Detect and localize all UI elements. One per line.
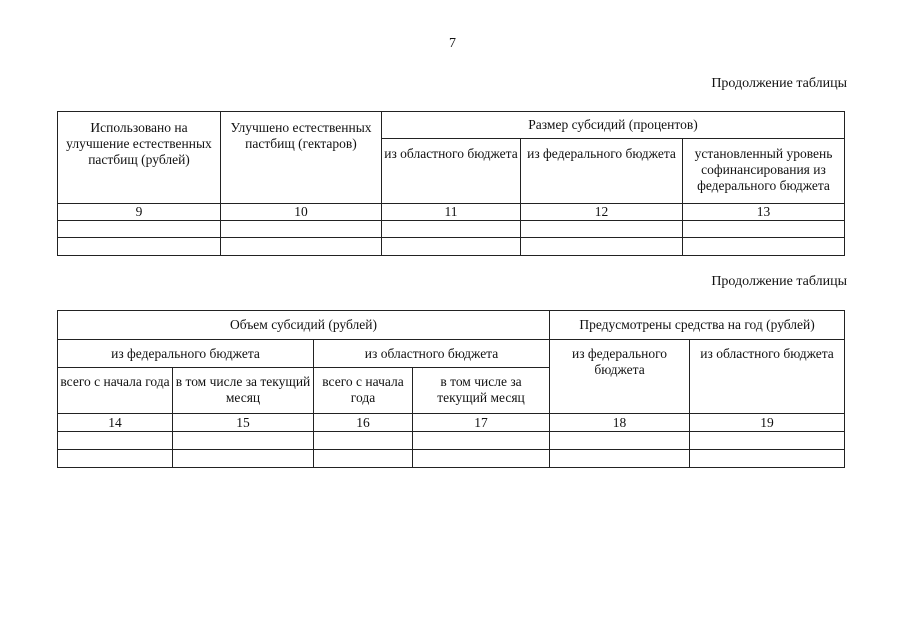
subsidy-volume-table — [57, 310, 845, 468]
table-row — [58, 238, 845, 256]
header-year-federal-budget: из федерального бюджета — [550, 340, 690, 414]
header-from-regional-budget: из областного бюджета — [314, 340, 550, 368]
header-total-since-year-start: всего с начала года — [58, 368, 173, 414]
table-continuation-label: Продолжение таблицы — [711, 76, 847, 91]
empty-cell — [550, 432, 690, 450]
empty-cell — [173, 432, 314, 450]
header-from-federal-budget: из федерального бюджета — [58, 340, 314, 368]
empty-cell — [413, 432, 550, 450]
empty-cell — [58, 450, 173, 468]
empty-cell — [683, 238, 845, 256]
column-number: 12 — [521, 204, 683, 221]
empty-cell — [173, 450, 314, 468]
header-year-regional-budget: из областного бюджета — [690, 340, 845, 414]
empty-cell — [382, 221, 521, 238]
empty-cell — [550, 450, 690, 468]
page-number: 7 — [449, 36, 456, 51]
column-number: 14 — [58, 414, 173, 432]
empty-cell — [314, 432, 413, 450]
header-subsidy-size: Размер субсидий (процентов) — [382, 112, 845, 139]
header-provided-funds: Предусмотрены средства на год (рублей) — [550, 311, 845, 340]
column-number: 17 — [413, 414, 550, 432]
empty-cell — [314, 450, 413, 468]
header-from-regional-budget: из областного бюджета — [382, 139, 521, 204]
empty-cell — [690, 450, 845, 468]
header-total-since-year-start: всего с начала года — [314, 368, 413, 414]
column-number: 11 — [382, 204, 521, 221]
header-used-on-pastures: Использовано на улучшение естественных пастбищ (рублей) — [58, 112, 221, 204]
column-number: 18 — [550, 414, 690, 432]
empty-cell — [221, 221, 382, 238]
header-current-month: в том числе за текущий месяц — [413, 368, 550, 414]
empty-cell — [221, 238, 382, 256]
empty-cell — [683, 221, 845, 238]
column-number: 9 — [58, 204, 221, 221]
empty-cell — [521, 238, 683, 256]
table-continuation-label: Продолжение таблицы — [711, 274, 847, 289]
header-cofinancing-level: установленный уровень софинансирования из федерального бюджета — [683, 139, 845, 204]
empty-cell — [521, 221, 683, 238]
table-row — [58, 432, 845, 450]
column-number: 13 — [683, 204, 845, 221]
empty-cell — [58, 432, 173, 450]
empty-cell — [690, 432, 845, 450]
header-subsidy-volume: Объем субсидий (рублей) — [58, 311, 550, 340]
empty-cell — [58, 238, 221, 256]
column-number: 16 — [314, 414, 413, 432]
column-number: 10 — [221, 204, 382, 221]
column-number: 15 — [173, 414, 314, 432]
header-current-month: в том числе за текущий месяц — [173, 368, 314, 414]
header-improved-pastures: Улучшено естественных пастбищ (гектаров) — [221, 112, 382, 204]
table-row — [58, 450, 845, 468]
header-from-federal-budget: из федерального бюджета — [521, 139, 683, 204]
table-row — [58, 221, 845, 238]
subsidy-size-table — [57, 111, 845, 256]
column-number: 19 — [690, 414, 845, 432]
empty-cell — [58, 221, 221, 238]
empty-cell — [413, 450, 550, 468]
empty-cell — [382, 238, 521, 256]
